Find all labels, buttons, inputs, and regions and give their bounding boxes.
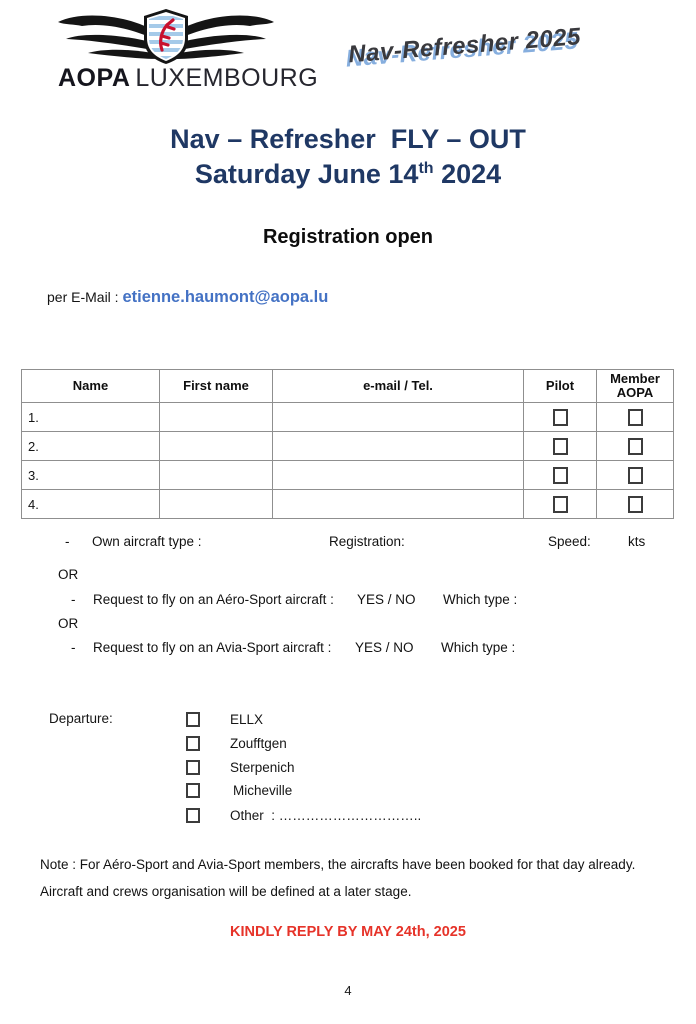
departure-checkbox[interactable] (186, 808, 200, 823)
member-cell (597, 490, 674, 519)
aero-sport-line (0, 592, 696, 610)
yes-no-choice[interactable]: YES / NO (357, 592, 416, 607)
row-number: 4. (22, 490, 160, 519)
pilot-checkbox[interactable] (553, 467, 568, 484)
pilot-cell (524, 432, 597, 461)
member-line1: Member (610, 371, 660, 387)
reply-deadline: KINDLY REPLY BY MAY 24th, 2025 (230, 924, 466, 940)
email-tel-cell[interactable] (273, 432, 524, 461)
first-name-cell[interactable] (160, 461, 273, 490)
aopa-logo (54, 8, 319, 92)
departure-checkbox[interactable] (186, 712, 200, 727)
event-year: 2024 (433, 159, 502, 189)
member-aopa-checkbox[interactable] (628, 496, 643, 513)
col-header-pilot: Pilot (524, 370, 597, 403)
member-cell (597, 432, 674, 461)
first-name-cell[interactable] (160, 432, 273, 461)
registration-label: Registration: (329, 534, 405, 549)
first-name-cell[interactable] (160, 403, 273, 432)
or-text: OR (58, 567, 79, 582)
pilot-cell (524, 403, 597, 432)
col-header-first-name: First name (160, 370, 273, 403)
aero-sport-label: Request to fly on an Aéro-Sport aircraft : (93, 592, 334, 607)
departure-option-label: Sterpenich (230, 760, 295, 775)
or-separator (0, 567, 696, 585)
kts-label: kts (628, 534, 646, 549)
email-tel-cell[interactable] (273, 490, 524, 519)
email-link[interactable]: etienne.haumont@aopa.lu (122, 288, 329, 306)
event-date: Saturday June 14 (194, 159, 419, 189)
member-aopa-checkbox[interactable] (628, 467, 643, 484)
departure-checkbox[interactable] (186, 783, 200, 798)
email-tel-cell[interactable] (273, 461, 524, 490)
or-separator (0, 616, 696, 634)
note-text: Note : For Aéro-Sport and Avia-Sport members, the aircrafts have been booked for that day already. Aircraft and crews organisation will be defined at a later stage. (40, 857, 636, 899)
departure-checkbox[interactable] (186, 760, 200, 775)
departure-checkbox[interactable] (186, 736, 200, 751)
yes-no-choice[interactable]: YES / NO (355, 640, 414, 655)
member-aopa-checkbox[interactable] (628, 438, 643, 455)
avia-sport-line (0, 640, 696, 658)
pilot-checkbox[interactable] (553, 409, 568, 426)
or-text: OR (58, 616, 79, 631)
row-number: 1. (22, 403, 160, 432)
registration-table (21, 369, 674, 519)
dash-bullet: - (65, 534, 70, 549)
own-aircraft-line (0, 534, 696, 552)
departure-option-label: Other : ………………………….. (230, 808, 422, 823)
table-row (22, 432, 674, 461)
departure-option-label: Micheville (233, 783, 293, 798)
member-aopa-checkbox[interactable] (628, 409, 643, 426)
member-cell (597, 403, 674, 432)
table-row (22, 461, 674, 490)
dash-bullet: - (71, 592, 76, 607)
which-type-label: Which type : (441, 640, 516, 655)
aopa-wings-icon (54, 8, 278, 64)
departure-option-sterpenich (186, 759, 295, 777)
departure-option-other (186, 807, 422, 825)
member-line2: AOPA (616, 385, 654, 400)
logo-luxembourg-text: LUXEMBOURG (135, 64, 319, 92)
departure-label: Departure: (49, 711, 113, 726)
avia-sport-label: Request to fly on an Avia-Sport aircraft : (93, 640, 332, 655)
event-title-line2 (0, 159, 696, 190)
col-header-member-aopa (597, 370, 674, 403)
email-line (47, 288, 328, 307)
which-type-label: Which type : (443, 592, 518, 607)
first-name-cell[interactable] (160, 490, 273, 519)
col-header-email-tel: e-mail / Tel. (273, 370, 524, 403)
wordart-banner: Nav-Refresher 2025 (347, 23, 582, 69)
email-label: per E-Mail : (47, 289, 123, 305)
departure-option-label: ELLX (230, 712, 264, 727)
date-ordinal-superscript: th (418, 160, 434, 177)
pilot-checkbox[interactable] (553, 438, 568, 455)
departure-option-micheville (186, 782, 293, 800)
speed-label: Speed: (548, 534, 591, 549)
pilot-cell (524, 461, 597, 490)
table-header-row (22, 370, 674, 403)
table-row (22, 403, 674, 432)
departure-option-label: Zoufftgen (230, 736, 287, 751)
departure-option-zoufftgen (186, 735, 287, 753)
pilot-checkbox[interactable] (553, 496, 568, 513)
table-row (22, 490, 674, 519)
registration-status: Registration open (262, 226, 433, 248)
row-number: 3. (22, 461, 160, 490)
col-header-name: Name (22, 370, 160, 403)
own-aircraft-label: Own aircraft type : (92, 534, 202, 549)
departure-option-ellx (186, 711, 264, 729)
page-number: 4 (344, 983, 352, 998)
pilot-cell (524, 490, 597, 519)
member-cell (597, 461, 674, 490)
logo-wordmark (58, 64, 318, 93)
email-tel-cell[interactable] (273, 403, 524, 432)
row-number: 2. (22, 432, 160, 461)
event-title-line1: Nav – Refresher FLY – OUT (170, 124, 526, 154)
dash-bullet: - (71, 640, 76, 655)
logo-aopa-text: AOPA (58, 64, 131, 92)
